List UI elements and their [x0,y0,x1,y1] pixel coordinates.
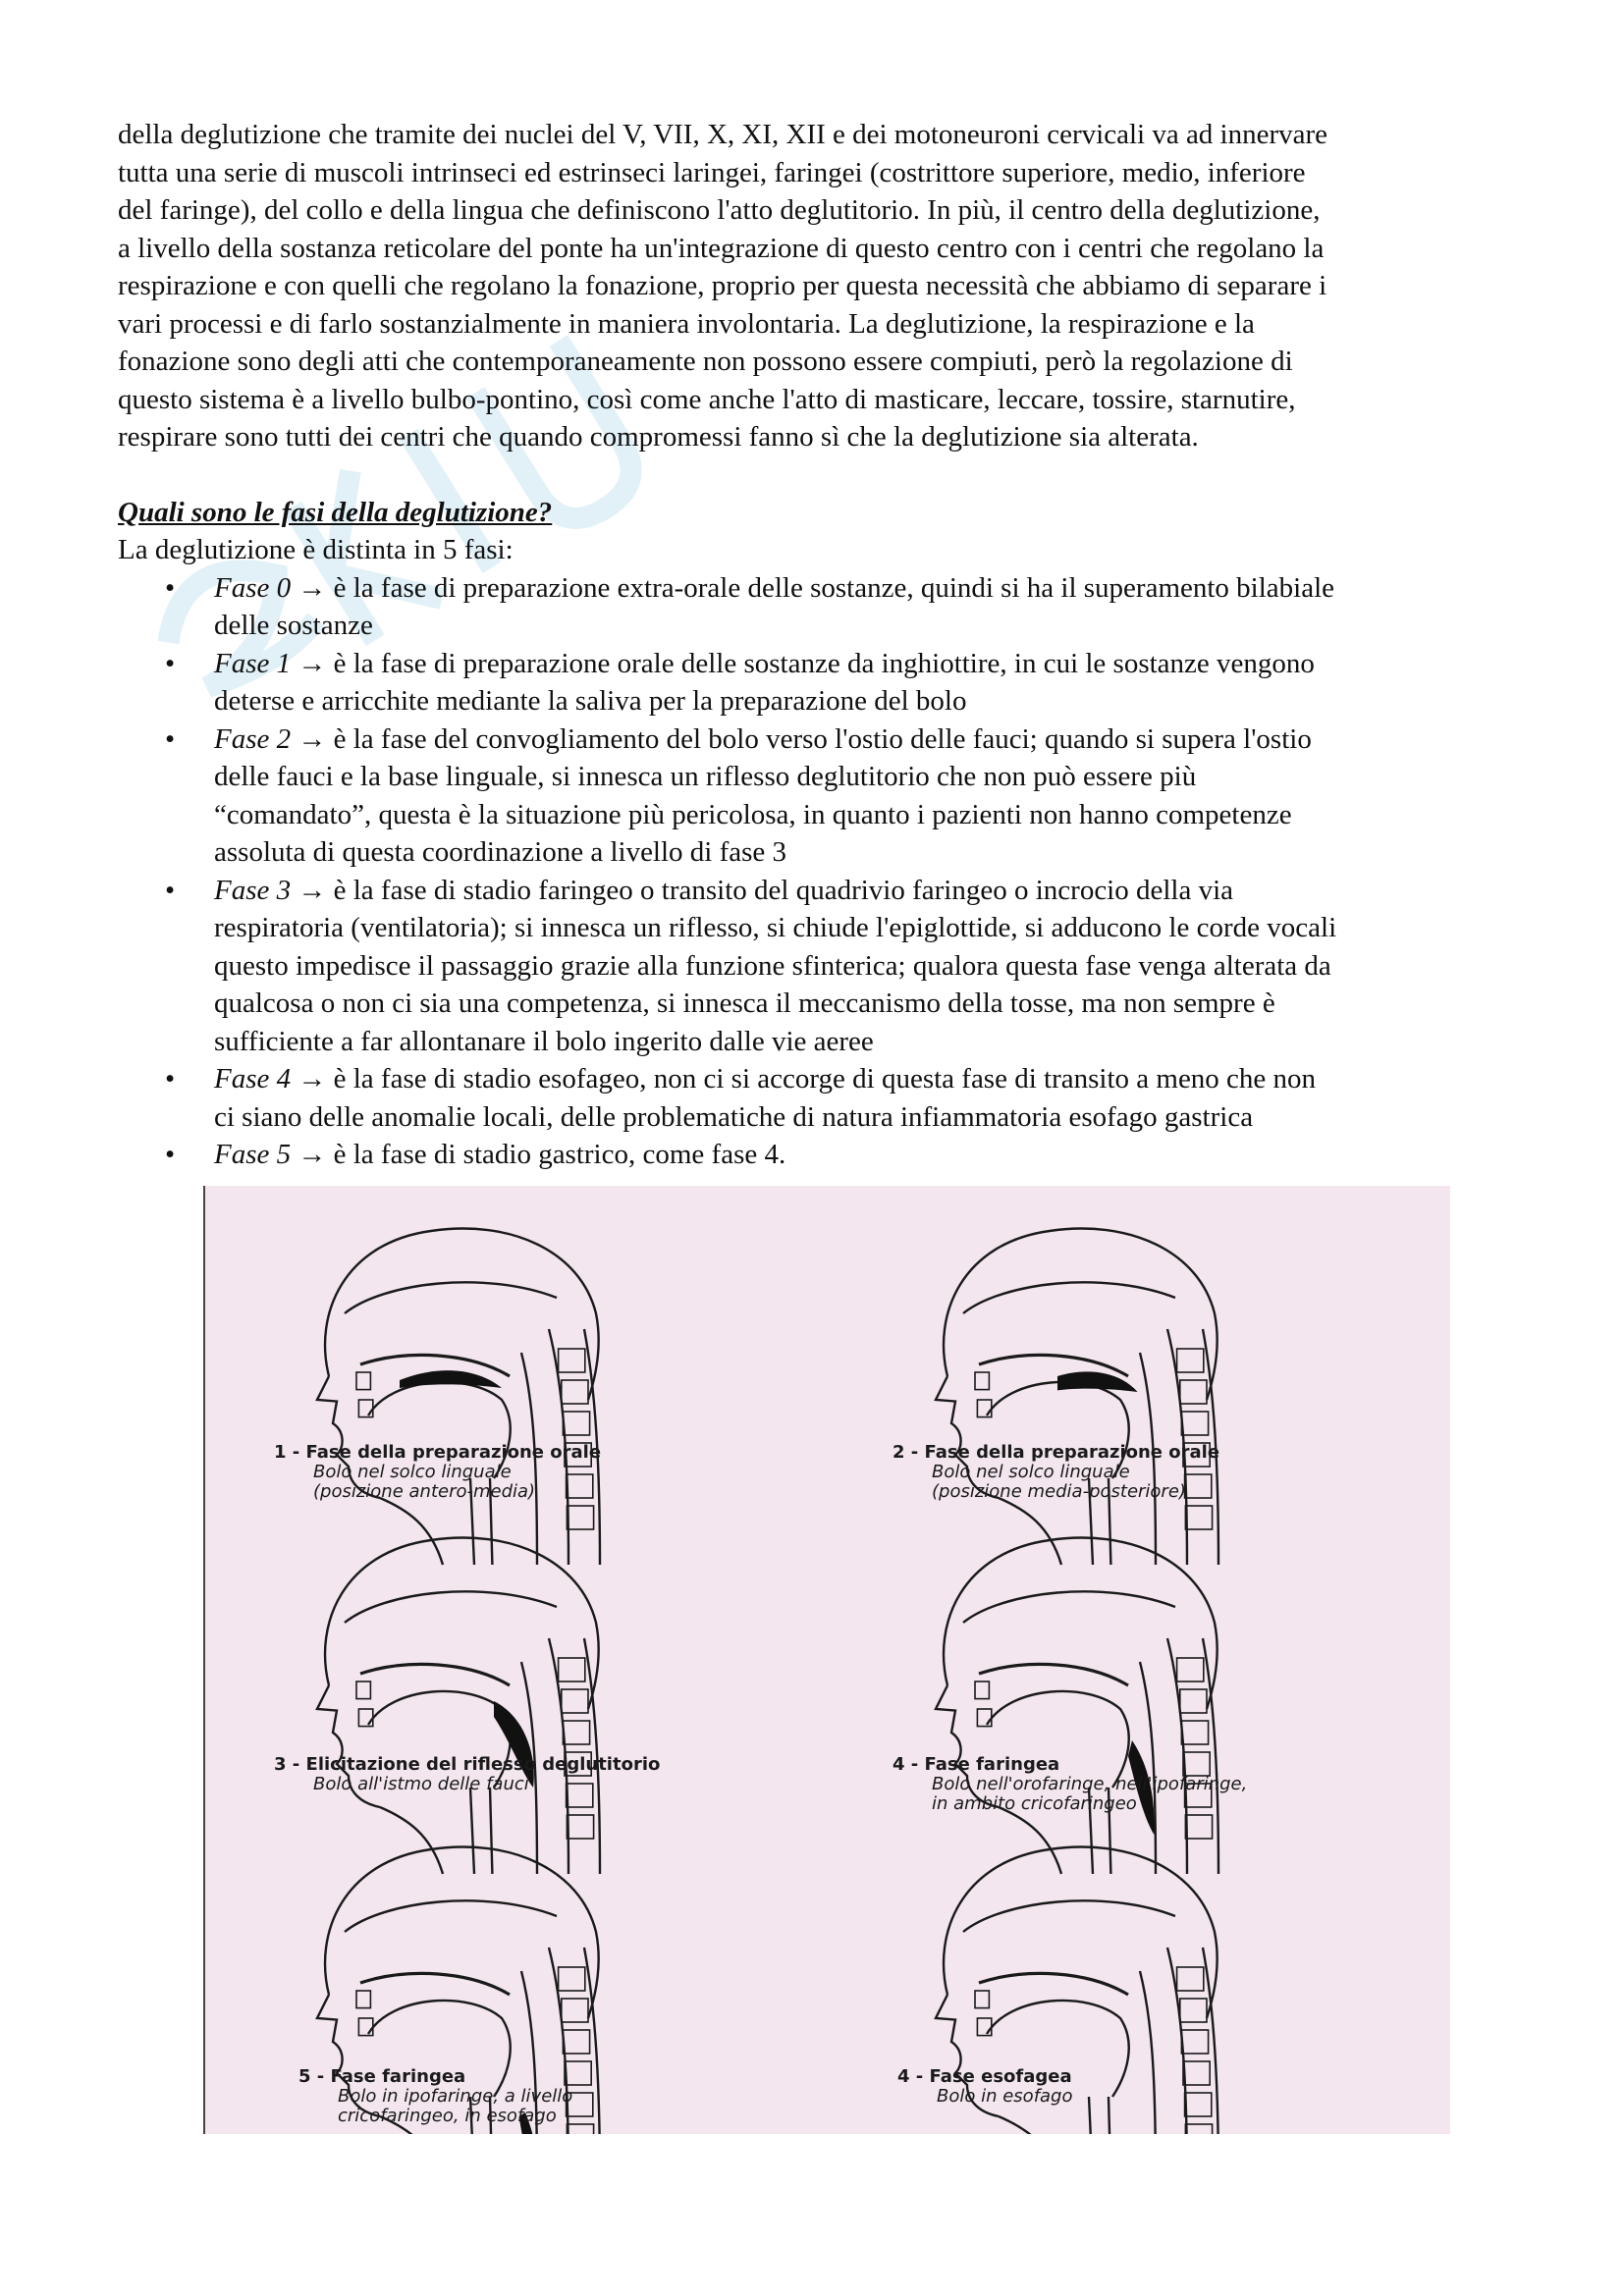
phase-name: Fase 1 [214,647,298,679]
list-item [118,721,1522,872]
intro-text: La deglutizione è distinta in 5 fasi: [118,534,514,565]
bullet-icon: • [165,1063,176,1095]
caption-subtitle: (posizione antero-media) [313,1481,536,1502]
figure-drawings [205,1186,1450,2134]
caption-subtitle: in ambito cricofaringeo [932,1793,1137,1814]
phase-name: Fase 2 [214,722,298,755]
phase-text: → è la fase di stadio esofageo, non ci si accorge di questa fase di transito a meno che non [298,1063,1317,1095]
body-paragraph [118,116,1522,456]
phase-text: qualcosa o non ci sia una competenza, si innesca il meccanismo della tosse, ma non sempre è [214,988,1275,1019]
list-item [118,1060,1522,1136]
phase-text: respiratoria (ventilatoria); si innesca un riflesso, si chiude l'epiglottide, si adducono le corde vocali [214,912,1337,943]
paragraph-line: questo sistema è a livello bulbo-pontino, così come anche l'atto di masticare, leccare, tossire, starnutire, [118,383,1296,415]
bullet-icon: • [165,647,176,679]
paragraph-line: della deglutizione che tramite dei nuclei del V, VII, X, XI, XII e dei motoneuroni cervicali va ad innervare [118,119,1328,150]
list-item [118,569,1522,645]
paragraph-line: tutta una serie di muscoli intrinseci ed estrinseci laringei, faringei (costrittore superiore, medio, inferiore [118,156,1306,188]
phase-text: sufficiente a far allontanare il bolo ingerito dalle vie aeree [214,1025,874,1057]
phase-text: ci siano delle anomalie locali, delle problematiche di natura infiammatoria esofago gastrica [214,1100,1254,1133]
figure-caption [274,1443,601,1502]
bullet-icon: • [165,874,176,906]
caption-title: 1 - Fase della preparazione orale [274,1442,602,1463]
phase-text: → è la fase di preparazione extra-orale delle sostanze, quindi si ha il superamento bilabiale [298,571,1335,604]
caption-title: 5 - Fase faringea [298,2066,466,2087]
bullet-icon: • [165,1139,176,1170]
phase-text: deterse e arricchite mediante la saliva per la preparazione del bolo [214,685,967,717]
page-content [118,116,1522,1174]
caption-subtitle: cricofaringeo, in esofago [338,2106,557,2126]
phase-text: “comandato”, questa è la situazione più pericolosa, in quanto i pazienti non hanno competenze [214,798,1292,830]
paragraph-line: vari processi e di farlo sostanzialmente in maniera involontaria. La deglutizione, la respirazione e la [118,307,1255,340]
caption-subtitle: Bolo nel solco linguale [313,1462,512,1482]
paragraph-line: respirazione e con quelli che regolano la fonazione, proprio per questa necessità che abbiamo di separare i [118,270,1327,301]
caption-title: 3 - Elicitazione del riflesso deglutitorio [274,1754,661,1775]
swallowing-phases-figure [203,1186,1450,2134]
figure-caption [893,1443,1219,1502]
phase-name: Fase 3 [214,874,298,906]
phase-text: → è la fase di preparazione orale delle sostanze da inghiottire, in cui le sostanze vengono [298,647,1315,679]
caption-subtitle: Bolo in ipofaringe, a livello [338,2086,573,2107]
phase-text: delle sostanze [214,610,373,641]
phase-name: Fase 5 [214,1139,298,1170]
phase-text: → è la fase di stadio gastrico, come fase 4. [298,1139,786,1170]
paragraph-line: fonazione sono degli atti che contemporaneamente non possono essere compiuti, però la regolazione di [118,346,1293,377]
figure-caption [897,2067,1073,2107]
phase-name: Fase 4 [214,1063,298,1095]
caption-subtitle: Bolo nell'orofaringe, nell'ipofaringe, [932,1774,1248,1794]
paragraph-line: respirare sono tutti dei centri che quando compromessi fanno sì che la deglutizione sia alterata. [118,421,1199,453]
bullet-icon: • [165,722,176,755]
phase-list [118,569,1522,1174]
caption-subtitle: Bolo in esofago [937,2086,1073,2107]
section-heading: Quali sono le fasi della deglutizione? [118,496,553,528]
caption-subtitle: (posizione media-posteriore) [932,1481,1186,1502]
bullet-icon: • [165,571,176,604]
list-item [118,872,1522,1061]
figure-caption [298,2067,572,2126]
caption-title: 2 - Fase della preparazione orale [893,1442,1220,1463]
caption-title: 4 - Fase esofagea [897,2066,1072,2087]
list-item [118,645,1522,721]
figure-caption [893,1755,1247,1814]
figure-caption [274,1755,660,1794]
phase-name: Fase 0 [214,571,298,604]
phase-text: delle fauci e la base linguale, si innesca un riflesso deglutitorio che non può essere più [214,761,1197,792]
list-item [118,1136,1522,1174]
caption-subtitle: Bolo all'istmo delle fauci [313,1774,529,1794]
phase-text: → è la fase del convogliamento del bolo verso l'ostio delle fauci; quando si supera l'ostio [298,722,1312,755]
phase-text: → è la fase di stadio faringeo o transito del quadrivio faringeo o incrocio della via [298,874,1234,906]
paragraph-line: del faringe), del collo e della lingua che definiscono l'atto deglutitorio. In più, il centro della deglutizione, [118,194,1321,226]
caption-title: 4 - Fase faringea [893,1754,1060,1775]
paragraph-line: a livello della sostanza reticolare del ponte ha un'integrazione di questo centro con i centri che regolano la [118,232,1325,264]
phase-text: questo impedisce il passaggio grazie alla funzione sfinterica; qualora questa fase venga alterata da [214,949,1331,982]
caption-subtitle: Bolo nel solco linguale [932,1462,1130,1482]
phase-text: assoluta di questa coordinazione a livello di fase 3 [214,836,787,868]
